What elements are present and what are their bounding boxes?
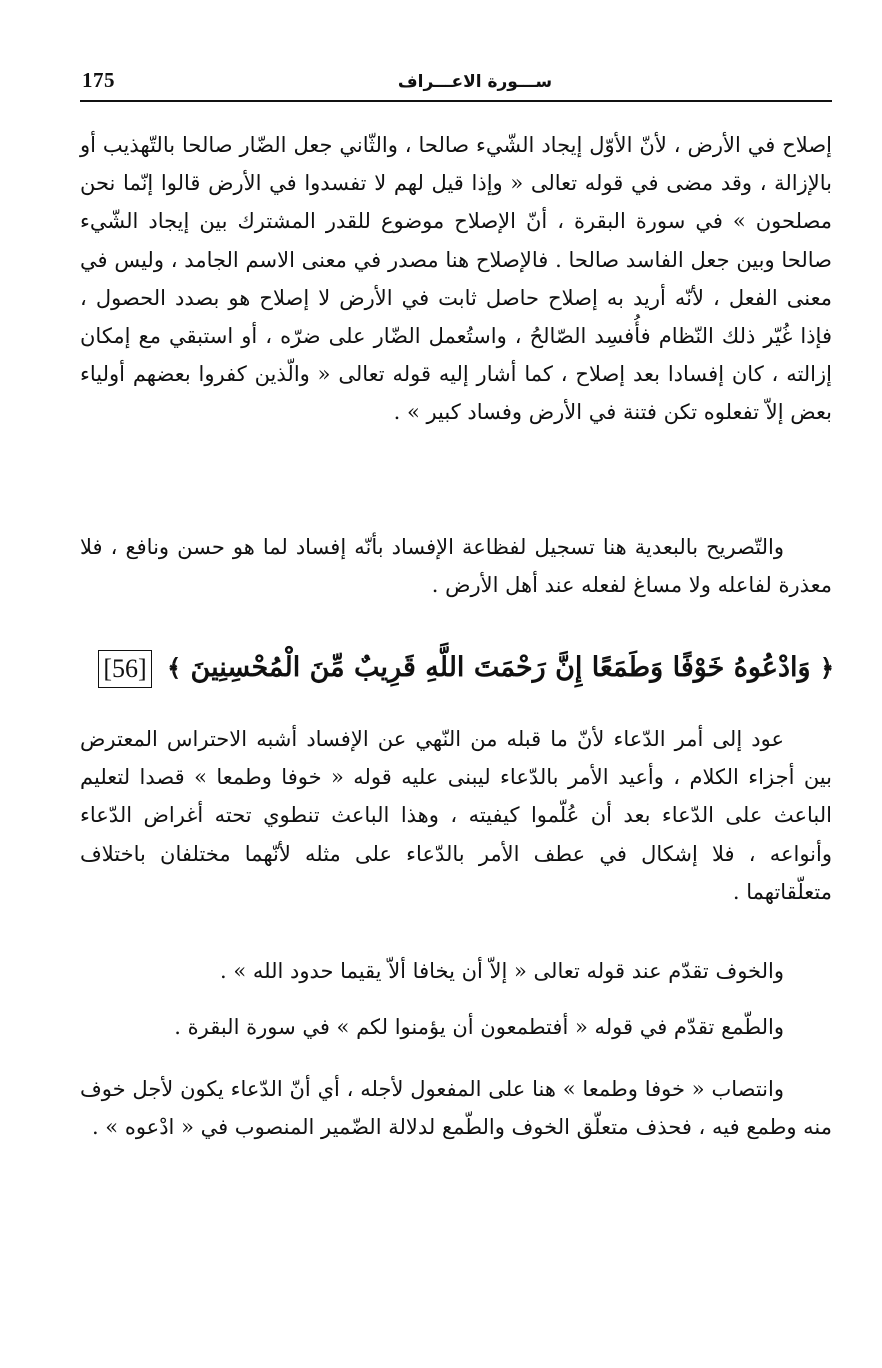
paragraph-reform-meaning (80, 126, 832, 432)
paragraph-text: والطّمع تقدّم في قوله « أفتطمعون أن يؤمنوا لكم » في سورة البقرة . (174, 1015, 784, 1039)
verse-open-bracket: ﴿ (819, 653, 834, 682)
page-header (80, 66, 832, 102)
paragraph-text: وانتصاب « خوفا وطمعا » هنا على المفعول لأجله ، أي أنّ الدّعاء يكون لأجل خوف منه وطمع فيه ، فحذف متعلّق الخوف والطّمع لدلالة الضّمير المنصوب في « ادْعوه » . (80, 1077, 832, 1140)
paragraph-text: عود إلى أمر الدّعاء لأنّ ما قبله من النّهي عن الإفساد أشبه الاحتراس المعترض بين أجزاء الكلام ، وأعيد الأمر بالدّعاء ليبنى عليه قوله « خوفا وطمعا » قصدا لتعليم الباعث على الدّعاء بعد أن عُلّموا كيفيته ، وهذا الباعث تنطوي تحته أغراض الدّعاء وأنواعه ، فلا إشكال في عطف الأمر بالدّعاء على مثله لأنّهما مختلفان باختلاف متعلّقاتهما . (80, 727, 832, 904)
paragraph-return-to-prayer (80, 720, 832, 911)
verse-close-bracket: ﴾ (167, 653, 182, 682)
header-divider (80, 100, 832, 102)
paragraph-fear (80, 952, 832, 990)
paragraph-text: والخوف تقدّم عند قوله تعالى « إلاّ أن يخافا ألاّ يقيما حدود الله » . (220, 959, 784, 983)
paragraph-grammar-note (80, 1070, 832, 1146)
running-title: ســـورة الاعـــراف (397, 72, 553, 92)
paragraph-explicit-after (80, 528, 832, 604)
verse-text: وَادْعُوهُ خَوْفًا وَطَمَعًا إِنَّ رَحْمَتَ اللَّهِ قَرِيبٌ مِّنَ الْمُحْسِنِينَ (190, 652, 811, 683)
quran-verse (36, 640, 834, 696)
paragraph-hope (80, 1008, 832, 1046)
paragraph-text: والتّصريح بالبعدية هنا تسجيل لفظاعة الإفساد بأنّه إفساد لما هو حسن ونافع ، فلا معذرة لفاعله ولا مساغ لفعله عند أهل الأرض . (80, 535, 832, 598)
page-number: 175 (82, 68, 115, 92)
paragraph-text: إصلاح في الأرض ، لأنّ الأوّل إيجاد الشّيء صالحا ، والثّاني جعل الضّار صالحا بالتّهذيب أو بالإزالة ، وقد مضى في قوله تعالى « وإذا قيل لهم لا تفسدوا في الأرض قالوا إنّما نحن مصلحون » في سورة البقرة ، أنّ الإصلاح موضوع للقدر المشترك بين إيجاد الشّيء صالحا وبين جعل الفاسد صالحا . فالإصلاح هنا مصدر في معنى الاسم الجامد ، وليس في معنى الفعل ، لأنّه أريد به إصلاح حاصل ثابت في الأرض لا إصلاح هو بصدد الحصول ، فإذا غُيّر ذلك النّظام فأُفسِد الصّالحُ ، واستُعمل الضّار على ضرّه ، أو استبقي مع إمكان إزالته ، كان إفسادا بعد إصلاح ، كما أشار إليه قوله تعالى « والّذين كفروا بعضهم أولياء بعض إلاّ تفعلوه تكن فتنة في الأرض وفساد كبير » . (80, 133, 832, 425)
verse-number: [56] (98, 650, 151, 688)
